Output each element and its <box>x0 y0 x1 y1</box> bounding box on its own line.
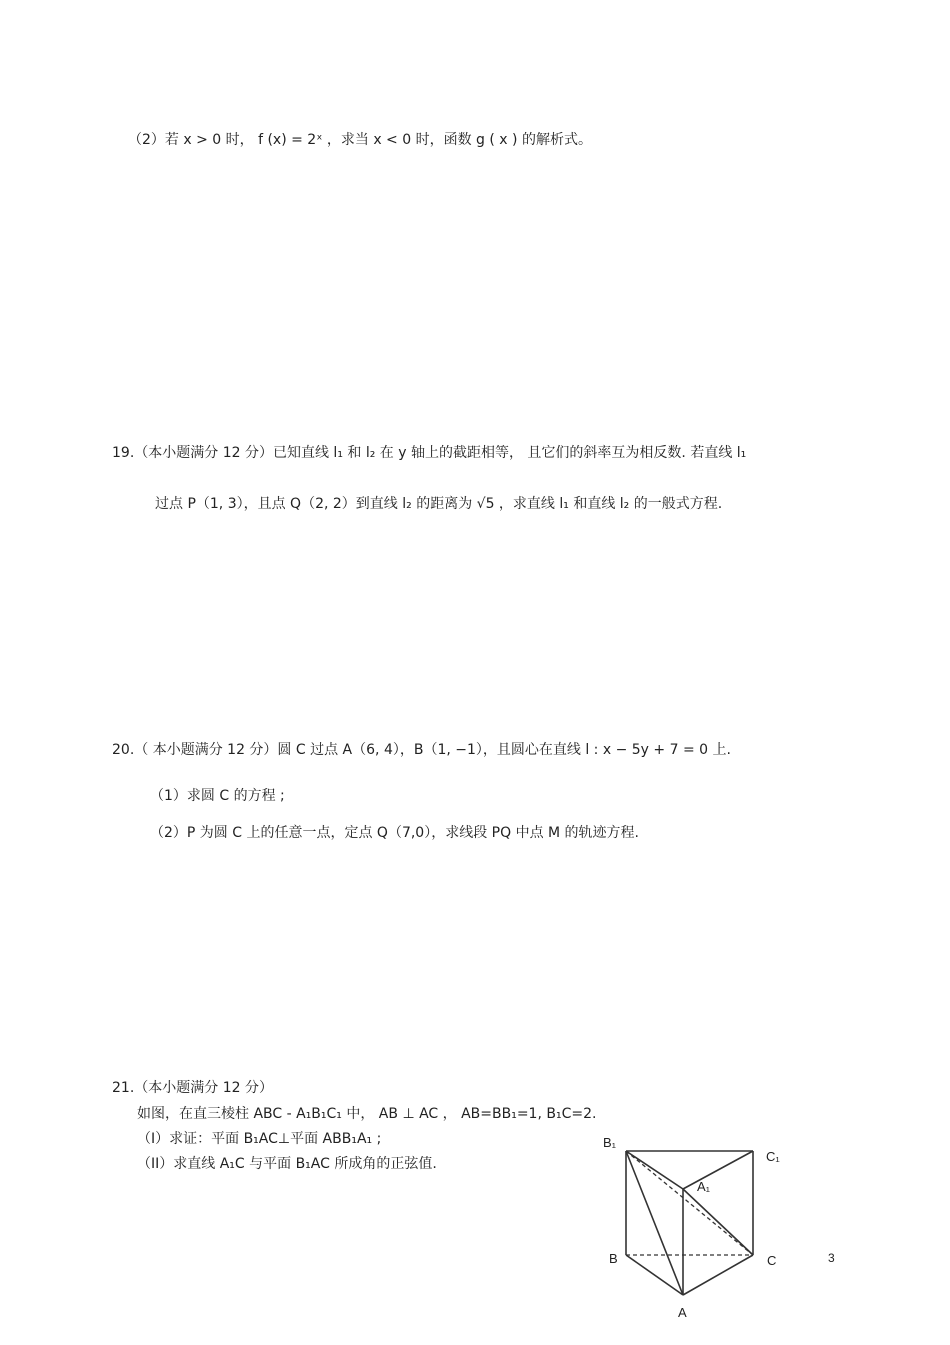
question-20-part-2: （2）P 为圆 C 上的任意一点，定点 Q（7,0），求线段 PQ 中点 M 的轨迹方程. <box>150 825 640 841</box>
label-a1: A₁ <box>697 1179 711 1194</box>
edge-a1-c <box>683 1189 753 1255</box>
edge-b1-c-hidden <box>626 1151 753 1255</box>
label-c: C <box>767 1253 777 1268</box>
question-19-line-2: 过点 P（1, 3），且点 Q（2, 2）到直线 l₂ 的距离为 √5 ，求直线 l₁ 和直线 l₂ 的一般式方程. <box>155 496 723 512</box>
question-21-part-1: （I）求证：平面 B₁AC⊥平面 ABB₁A₁ ; <box>137 1131 382 1147</box>
label-b1: B₁ <box>603 1135 617 1150</box>
question-21-heading: 21.（本小题满分 12 分） <box>112 1080 273 1096</box>
question-20-part-1: （1）求圆 C 的方程 ; <box>150 788 285 804</box>
edge-b1-a <box>626 1151 683 1295</box>
question-21-stem: 如图，在直三棱柱 ABC - A₁B₁C₁ 中， AB ⊥ AC ， AB=BB₁=1, B₁C=2. <box>137 1106 597 1122</box>
prism-figure <box>590 1125 800 1325</box>
label-c1: C₁ <box>766 1149 780 1164</box>
question-19-line-1: 19.（本小题满分 12 分）已知直线 l₁ 和 l₂ 在 y 轴上的截距相等， 且它们的斜率互为相反数. 若直线 l₁ <box>112 445 747 461</box>
edge-b1-a1 <box>626 1151 683 1189</box>
question-18-part-2: （2）若 x > 0 时， f (x) = 2ˣ ，求当 x < 0 时，函数 g ( x ) 的解析式。 <box>128 132 592 148</box>
edge-a-c <box>683 1255 753 1295</box>
page-number: 3 <box>828 1251 835 1265</box>
question-21-part-2: （II）求直线 A₁C 与平面 B₁AC 所成角的正弦值. <box>137 1156 437 1172</box>
label-b: B <box>609 1251 618 1266</box>
question-20-stem: 20.（ 本小题满分 12 分）圆 C 过点 A（6, 4），B（1, −1），且圆心在直线 l : x − 5y + 7 = 0 上. <box>112 742 731 758</box>
label-a: A <box>678 1305 687 1320</box>
edge-a1-c1 <box>683 1151 753 1189</box>
